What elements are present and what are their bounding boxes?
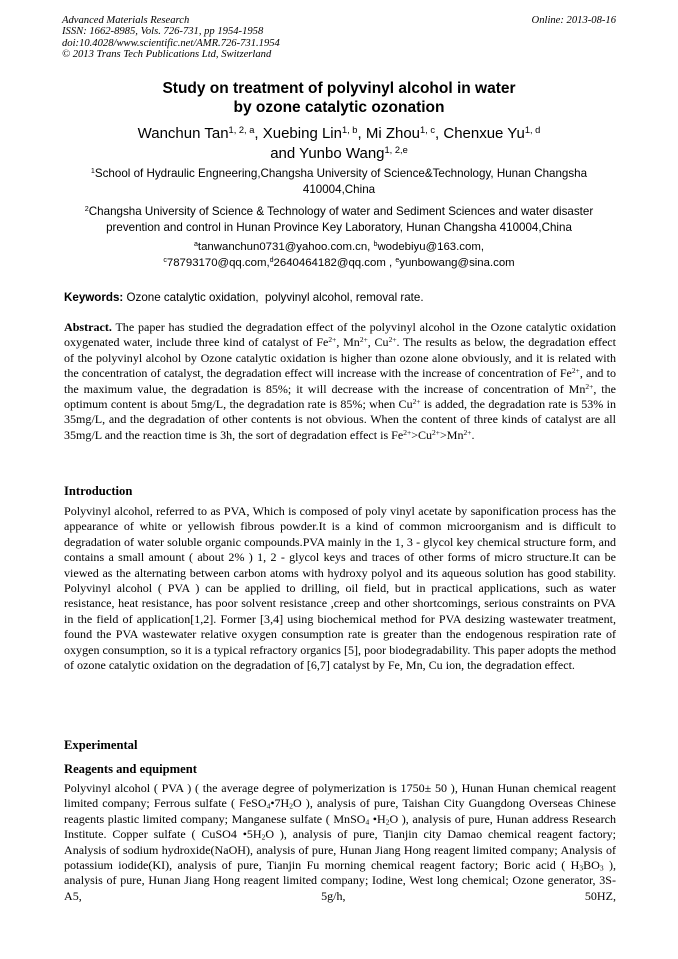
author-name: Mi Zhou (365, 125, 421, 142)
author-sup: 1, 2, a (228, 124, 255, 135)
section-heading-experimental: Experimental (64, 738, 138, 752)
subscript: 2 (289, 801, 293, 811)
author-name: Yunbo Wang (299, 145, 385, 162)
author-sup: 1, d (524, 124, 541, 135)
author-list: Wanchun Tan$^{1, 2, a}$, Xuebing Lin$^{1, b}$, Mi Zhou$^{1, c}$, Chenxue Yu$^{1, d}$ and Yunbo Wang$^{1, 2,e}$ (137, 124, 541, 162)
reagents-fragment: •7H (270, 796, 290, 811)
issn-line: ISSN: 1662-8985, Vols. 726-731, pp 1954-1958 (62, 26, 264, 38)
copyright-line: © 2013 Trans Tech Publications Ltd, Switzerland (62, 49, 272, 61)
abstract-label: Abstract. (64, 320, 112, 334)
subsection-heading-reagents: Reagents and equipment (64, 762, 197, 776)
author-name: Xuebing Lin (262, 125, 342, 142)
ion-charge: 2+ (403, 427, 412, 437)
subscript: 2 (385, 817, 390, 827)
ion-charge: 2+ (328, 335, 337, 345)
affiliation-1 (62, 166, 616, 197)
journal-name: Advanced Materials Research (62, 15, 190, 26)
reagents-fragment: BO (583, 858, 600, 873)
reagents-text (64, 781, 616, 904)
abstract-text: , Cu (367, 335, 389, 350)
reagents-fragment: O ), analysis of pure, Tianjin city Damao chemical reagent factory; Analysis of sodium hydroxide(NaOH), analysis of pure, Hunan Jiang Hong reagent limited company; Analysis of potassium iodide(KI), analysis of pure, Tianjin Fu morning chemical reagent factory; Boric acid ( H (64, 827, 616, 873)
affiliation-text: School of Hydraulic Engneering,Changsha University of Science&Technology, Hunan Changsha 410004,China (94, 167, 588, 196)
section-heading-introduction: Introduction (64, 484, 133, 498)
ion-charge: 2+ (432, 427, 440, 437)
reagents-fragment: ), analysis of pure, Hunan Jiang Hong reagent limited company; Iodine, West long chemical; Ozone generator, 3S-A5, 5g/h, 50HZ, (64, 858, 616, 903)
ion-charge: 2+ (359, 335, 368, 345)
subscript: 3 (599, 863, 604, 873)
abstract-text: is added, the degradation rate is 53% in 35mg/L, and the degradation of other contents is not obvious. When the content of three kinds of catalyst are all 35mg/L and the reaction time is 3h, the sort of degradation effect is Fe (64, 397, 617, 442)
ion-charge: 2+ (571, 366, 580, 376)
affiliation-sup: 1 (90, 166, 95, 176)
abstract-text: >Cu (411, 427, 433, 442)
reagents-fragment: Polyvinyl alcohol ( PVA ) ( the average degree of polymerization is 1750± 50 ), Hunan Hunan chemical reagent limited company; Ferrous sulfate ( FeSO (64, 781, 616, 811)
email-d: 2640464182@qq.com , (273, 256, 393, 269)
author-sup: 1, c (420, 124, 436, 135)
title-line-2: by ozone catalytic ozonation (233, 98, 445, 116)
journal-header (62, 15, 280, 61)
reagents-fragment: O ), analysis of pure, Hunan address Research Institute. Copper sulfate ( CuSO4 •5H (64, 811, 616, 842)
author-name: Chenxue Yu (443, 125, 525, 142)
email-b: wodebiyu@163.com, (377, 241, 484, 253)
doi-line: doi:10.4028/www.scientific.net/AMR.726-731.1954 (62, 37, 280, 49)
author-name: Wanchun Tan (137, 125, 229, 142)
abstract-text: . The results as below, the degradation effect of the polyvinyl alcohol by Ozone catalytic oxidation is higher than ozone alone obviously, and it is related with the concentration of catalyst, the degradation effect will increase with the increase of concentration of Fe (64, 335, 616, 381)
subscript: 4 (266, 801, 271, 811)
ion-charge: 2+ (388, 335, 397, 345)
author-sup: 1, b (341, 124, 358, 135)
email-a: tanwanchun0731@yahoo.com.cn, (197, 241, 371, 253)
abstract-text: . (471, 427, 475, 442)
subscript: 4 (365, 817, 370, 827)
title-line-1: Study on treatment of polyvinyl alcohol in water (162, 80, 516, 97)
subscript: 3 (579, 863, 584, 873)
reagents-fragment: •H (369, 811, 386, 826)
abstract-text: , and to the maximum value, the degradation is 85%; it will decrease with the increase of concentration of Mn (64, 366, 616, 396)
author-emails: $^a$tanwanchun0731@yahoo.com.cn, $^b$wodebiyu@163.com, $^c$78793170@qq.com,$^d$2640464182@qq.com , $^e$yunbowang@sina.com (163, 241, 515, 269)
abstract-text: The paper has studied the degradation effect of the polyvinyl alcohol in the Ozone catalytic oxidation oxygenated water, include three kind of catalyst of Fe (64, 320, 616, 350)
ion-charge: 2+ (463, 427, 472, 437)
author-sup: 1, 2,e (384, 144, 408, 155)
reagents-fragment: O ), analysis of pure, Taishan City Guangdong Overseas Chinese reagents plastic limited company; Manganese sulfate ( MnSO (64, 796, 616, 826)
abstract-text: , the optimum content is about 5mg/L, the degradation rate is 85%; when Cu (64, 381, 616, 412)
subscript: 2 (261, 832, 266, 842)
introduction-text: Polyvinyl alcohol, referred to as PVA, Which is composed of poly vinyl acetate by saponification process has the appearance of white or yellowish fibrous powder.It is a kind of common microorganism and is difficult to degradation of water soluble organic compounds.PVA mainly in the 1, 3 - glycol key chemical structure form, and contains a small amount ( about 2% ) 1, 2 - glycol keys and traces of other forms of micro structure.It can be viewed as the alternating between carbon atoms with hydroxy polyol and its aqueous solution has good stability. Polyvinyl alcohol ( PVA ) can be applied to drilling, oil field, but in practical applications, such as water resistance, heat resistance, has poor solvent resistance ,creep and other shortcomings, serious constraints on PVA in the field of application[1,2]. Former [3,4] using biochemical method for PVA desizing wastewater treatment, found the PVA wastewater relative oxygen consumption rate is greater than the endogenous respiration rate of oxygen consumption, so it is a typical refractory organics [5], poor biodegradability. This paper adopts the method of ozone catalytic oxidation on the degradation of [6,7] catalyst by Fe, Mn, Cu ion, the degradation effect. (64, 504, 616, 673)
keywords-label: Keywords: (64, 291, 124, 304)
affiliation-text: Changsha University of Science & Technology of water and Sediment Sciences and water disaster prevention and control in Hunan Province Key Laboratory, Hunan Changsha 410004,China (88, 205, 594, 234)
keywords-text: Ozone catalytic oxidation, polyvinyl alcohol, removal rate. (123, 291, 424, 304)
email-c: 78793170@qq.com, (166, 256, 270, 269)
abstract (64, 320, 616, 443)
abstract-text: , Mn (336, 335, 360, 350)
online-date: Online: 2013-08-16 (531, 15, 616, 26)
keywords (64, 290, 616, 305)
email-e: yunbowang@sina.com (399, 256, 515, 269)
affiliation-2 (62, 204, 616, 235)
ion-charge: 2+ (585, 381, 594, 391)
affiliation-sup: 2 (84, 204, 89, 214)
paper-title (40, 80, 638, 117)
ion-charge: 2+ (412, 396, 421, 406)
abstract-text: >Mn (440, 427, 464, 442)
